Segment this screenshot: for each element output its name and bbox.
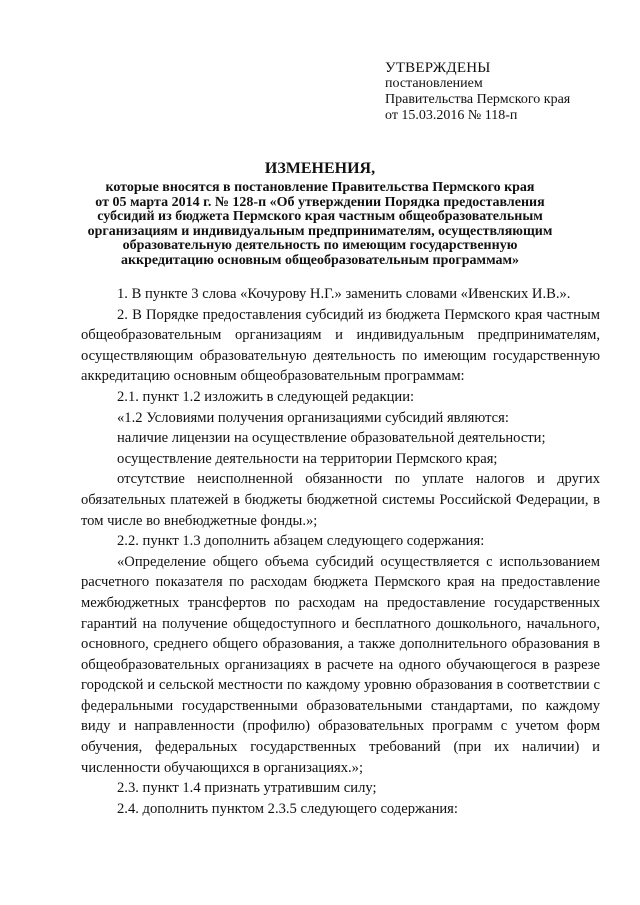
paragraph: отсутствие неисполненной обязанности по уплате налогов и других обязательных платежей в бюджеты бюджетной системы Российской Федерации, в том числе во внебюджетные фонды.»; [81,471,600,529]
paragraph: 1. В пункте 3 слова «Кочурову Н.Г.» заменить словами «Ивенских И.В.». [117,286,571,302]
subtitle-line: образовательную деятельность по имеющим государственную [122,238,518,253]
subtitle-line: аккредитацию основным общеобразовательным программам» [120,252,520,268]
paragraph: 2.2. пункт 1.3 дополнить абзацем следующего содержания: [117,533,485,550]
document-body [81,284,600,819]
approval-line: постановлением [385,76,483,91]
approval-line: Правительства Пермского края [385,92,571,107]
paragraph: «1.2 Условиями получения организациями субсидий являются: [117,409,509,426]
paragraph: 2.1. пункт 1.2 изложить в следующей редакции: [117,388,415,405]
subtitle-line: от 05 марта 2014 г. № 128-п «Об утверждении Порядка предоставления [95,194,545,210]
document-subtitle [60,181,580,268]
subtitle-line: которые вносятся в постановление Правительства Пермского края [105,180,535,195]
approval-line: от 15.03.2016 № 118-п [385,108,518,123]
subtitle-line: субсидий из бюджета Пермского края частным общеобразовательным [97,209,543,224]
paragraph: 2.4. дополнить пунктом 2.3.5 следующего содержания: [117,800,458,817]
paragraph: 2. В Порядке предоставления субсидий из бюджета Пермского края частным общеобразовательным организациям и индивидуальным предпринимателям, осуществляющим образовательную деятельность по имеющим государственную аккредитацию основным общеобразовательным программам: [81,306,600,385]
paragraph: 2.3. пункт 1.4 признать утратившим силу; [117,780,377,797]
approval-block [385,60,615,124]
paragraph: осуществление деятельности на территории Пермского края; [117,450,498,467]
document-title: ИЗМЕНЕНИЯ, [264,160,376,177]
paragraph: наличие лицензии на осуществление образовательной деятельности; [117,430,546,447]
approval-title: УТВЕРЖДЕНЫ [385,60,491,76]
subtitle-line: организациям и индивидуальным предпринимателям, осуществляющим [87,223,553,239]
paragraph: «Определение общего объема субсидий осуществляется с использованием расчетного показателя по расходам бюджета Пермского края на предоставление межбюджетных трансфертов по расходам на предоставление государственных гарантий на получение общедоступного и бесплатного дошкольного, начального, основного, среднего общего образования, а также дополнительного образования в общеобразовательных организациях в расчете на одного обучающегося в разрезе городской и сельской местности по каждому уровню образования в соответствии с федеральными государственными образовательными стандартами, по каждому виду и направленности (профилю) образовательных программ с учетом форм обучения, федеральных государственных требований (при их наличии) и численности обучающихся в организациях.»; [81,553,600,776]
